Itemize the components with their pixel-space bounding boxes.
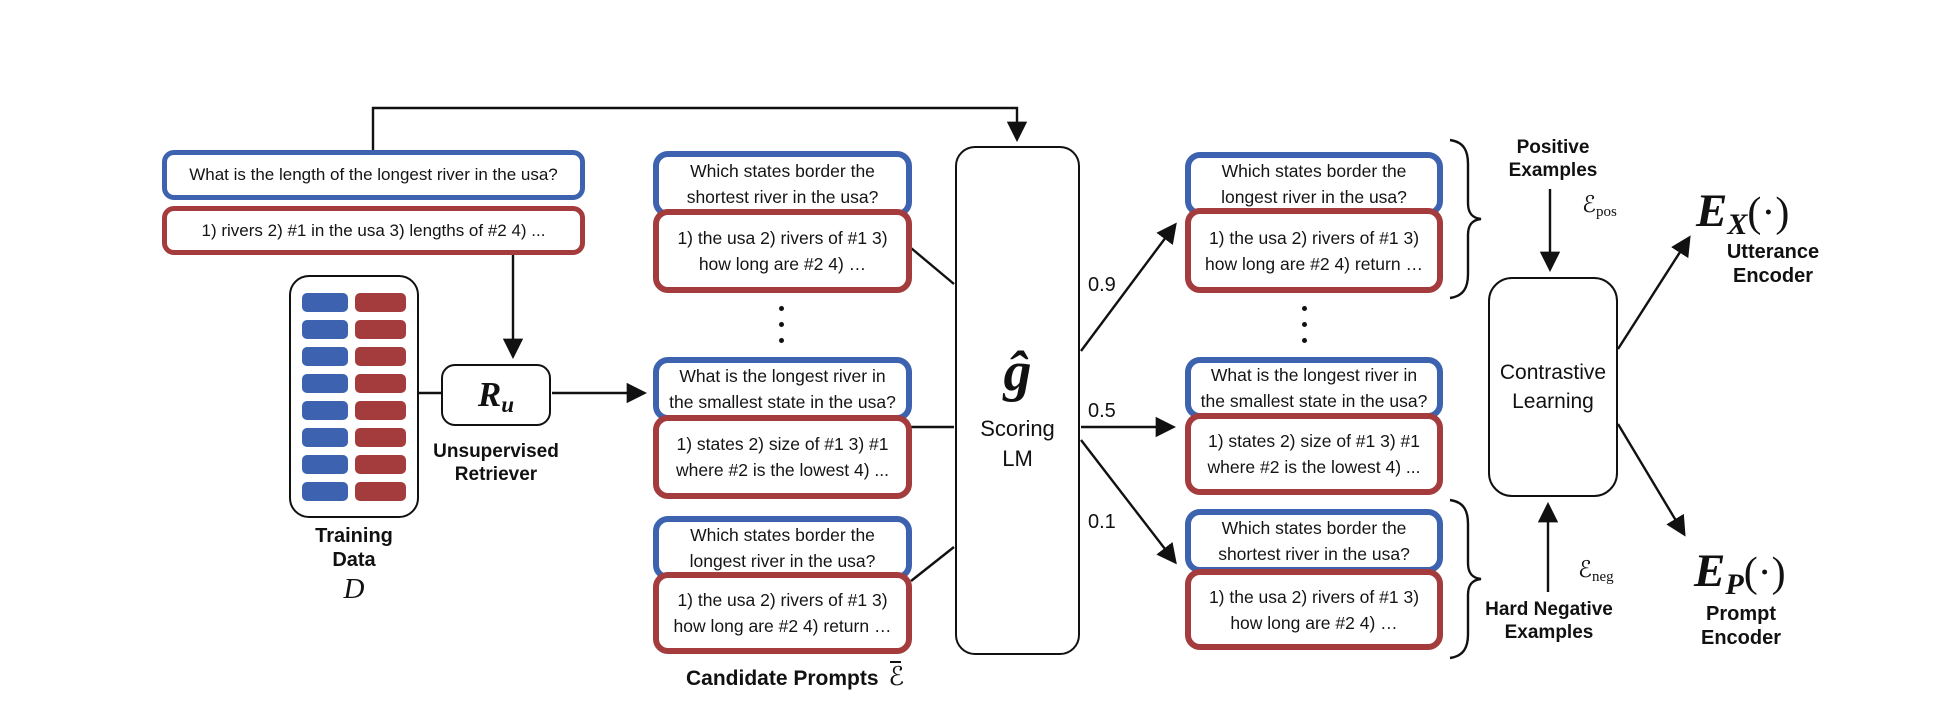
utterance-chip bbox=[302, 482, 348, 501]
contrastive-learning-box bbox=[1488, 277, 1618, 497]
vertical-ellipsis bbox=[1302, 306, 1308, 343]
utterance-chip bbox=[302, 428, 348, 447]
unsupervised-retriever-box bbox=[441, 364, 551, 426]
training-pair-row bbox=[302, 347, 406, 366]
utterance-chip bbox=[302, 347, 348, 366]
retriever-label-line2: Retriever bbox=[454, 464, 538, 485]
utterance-encoder-symbol: $E_X(\cdot)$ bbox=[1696, 185, 1790, 241]
vertical-ellipsis bbox=[779, 306, 785, 343]
candidate-1-program: 1) the usa 2) rivers of #1 3) how long are #2 4) … bbox=[653, 209, 912, 293]
training-label-line1: Training bbox=[315, 525, 393, 547]
program-chip bbox=[355, 482, 406, 501]
positive-label-line2: Examples bbox=[1508, 160, 1598, 181]
line-candidate3-to-scorer bbox=[911, 547, 954, 581]
scoring-lm-symbol: ĝ bbox=[1003, 341, 1032, 403]
training-label-line2: Data bbox=[332, 549, 376, 571]
retriever-label-line1: Unsupervised bbox=[433, 441, 559, 462]
prompt-encoder-line2: Encoder bbox=[1700, 627, 1782, 649]
score-value-low: 0.1 bbox=[1088, 511, 1116, 533]
epsilon-pos-symbol: ℰ$_{pos}$ bbox=[1582, 192, 1617, 220]
training-pair-row bbox=[302, 401, 406, 420]
candidate-prompts-symbol: ℰ bbox=[888, 662, 905, 692]
program-chip bbox=[355, 347, 406, 366]
positive-brace bbox=[1450, 140, 1481, 298]
positive-examples-label bbox=[1493, 136, 1613, 182]
program-chip bbox=[355, 374, 406, 393]
candidate-2-program: 1) states 2) size of #1 3) #1 where #2 is the lowest 4) ... bbox=[653, 415, 912, 499]
candidate-3-program: 1) the usa 2) rivers of #1 3) how long are #2 4) return … bbox=[653, 572, 912, 654]
contrastive-label-line2: Learning bbox=[1512, 390, 1594, 413]
positive-label-line1: Positive bbox=[1516, 137, 1590, 158]
prompt-encoder-line1: Prompt bbox=[1706, 603, 1776, 625]
utterance-chip bbox=[302, 374, 348, 393]
retriever-label bbox=[426, 440, 566, 486]
training-pair-row bbox=[302, 428, 406, 447]
scored-2-utterance: What is the longest river in the smallest state in the usa? bbox=[1185, 357, 1443, 419]
arrow-contrastive-to-prompt-encoder bbox=[1618, 424, 1684, 534]
program-chip bbox=[355, 293, 406, 312]
utterance-chip bbox=[302, 401, 348, 420]
training-pair-row bbox=[302, 455, 406, 474]
scored-2-program: 1) states 2) size of #1 3) #1 where #2 is the lowest 4) ... bbox=[1185, 413, 1443, 495]
score-value-mid: 0.5 bbox=[1088, 400, 1116, 422]
score-value-high: 0.9 bbox=[1088, 274, 1116, 296]
utterance-chip bbox=[302, 320, 348, 339]
scoring-lm-label-line2: LM bbox=[1002, 446, 1033, 471]
scored-1-program: 1) the usa 2) rivers of #1 3) how long are #2 4) return … bbox=[1185, 208, 1443, 293]
query-program-box: 1) rivers 2) #1 in the usa 3) lengths of #2 4) ... bbox=[162, 206, 585, 255]
utterance-chip bbox=[302, 293, 348, 312]
program-chip bbox=[355, 401, 406, 420]
scored-3-program: 1) the usa 2) rivers of #1 3) how long are #2 4) … bbox=[1185, 569, 1443, 650]
contrastive-label-line1: Contrastive bbox=[1499, 361, 1607, 384]
utterance-encoder-line2: Encoder bbox=[1732, 265, 1814, 287]
arrow-contrastive-to-utterance-encoder bbox=[1618, 238, 1689, 349]
scored-1-utterance: Which states border the longest river in the usa? bbox=[1185, 152, 1443, 216]
negative-label-line2: Examples bbox=[1504, 622, 1594, 643]
feedback-line-utterance-to-scorer bbox=[373, 108, 1017, 151]
candidate-1-utterance: Which states border the shortest river in the usa? bbox=[653, 151, 912, 217]
scoring-lm-label-line1: Scoring bbox=[980, 416, 1055, 441]
utterance-encoder-line1: Utterance bbox=[1726, 241, 1820, 263]
candidate-prompts-caption bbox=[686, 664, 904, 691]
negative-label-line1: Hard Negative bbox=[1485, 599, 1613, 620]
candidate-2-utterance: What is the longest river in the smallest state in the usa? bbox=[653, 357, 912, 421]
hard-negative-examples-label bbox=[1468, 598, 1630, 644]
training-data-label bbox=[288, 524, 420, 606]
epsilon-neg-symbol: ℰ$_{neg}$ bbox=[1578, 557, 1614, 585]
scored-3-utterance: Which states border the shortest river in the usa? bbox=[1185, 509, 1443, 573]
training-pair-row bbox=[302, 293, 406, 312]
training-pair-row bbox=[302, 320, 406, 339]
candidate-prompts-label: Candidate Prompts bbox=[686, 667, 879, 690]
candidate-3-utterance: Which states border the longest river in the usa? bbox=[653, 516, 912, 580]
line-candidate1-to-scorer bbox=[911, 248, 954, 284]
training-pair-row bbox=[302, 374, 406, 393]
program-chip bbox=[355, 320, 406, 339]
training-data-symbol: D bbox=[343, 573, 365, 605]
retriever-symbol: $R_u$ bbox=[477, 375, 515, 417]
utterance-encoder-label bbox=[1703, 240, 1843, 288]
prompt-encoder-symbol: $E_P(\cdot)$ bbox=[1694, 545, 1786, 601]
query-utterance-box: What is the length of the longest river in the usa? bbox=[162, 150, 585, 200]
arrow-score-01 bbox=[1081, 440, 1175, 562]
prompt-encoder-label bbox=[1671, 602, 1811, 650]
program-chip bbox=[355, 455, 406, 474]
training-data-box bbox=[289, 275, 419, 518]
program-chip bbox=[355, 428, 406, 447]
training-pair-row bbox=[302, 482, 406, 501]
utterance-chip bbox=[302, 455, 348, 474]
scoring-lm-box bbox=[955, 146, 1080, 655]
